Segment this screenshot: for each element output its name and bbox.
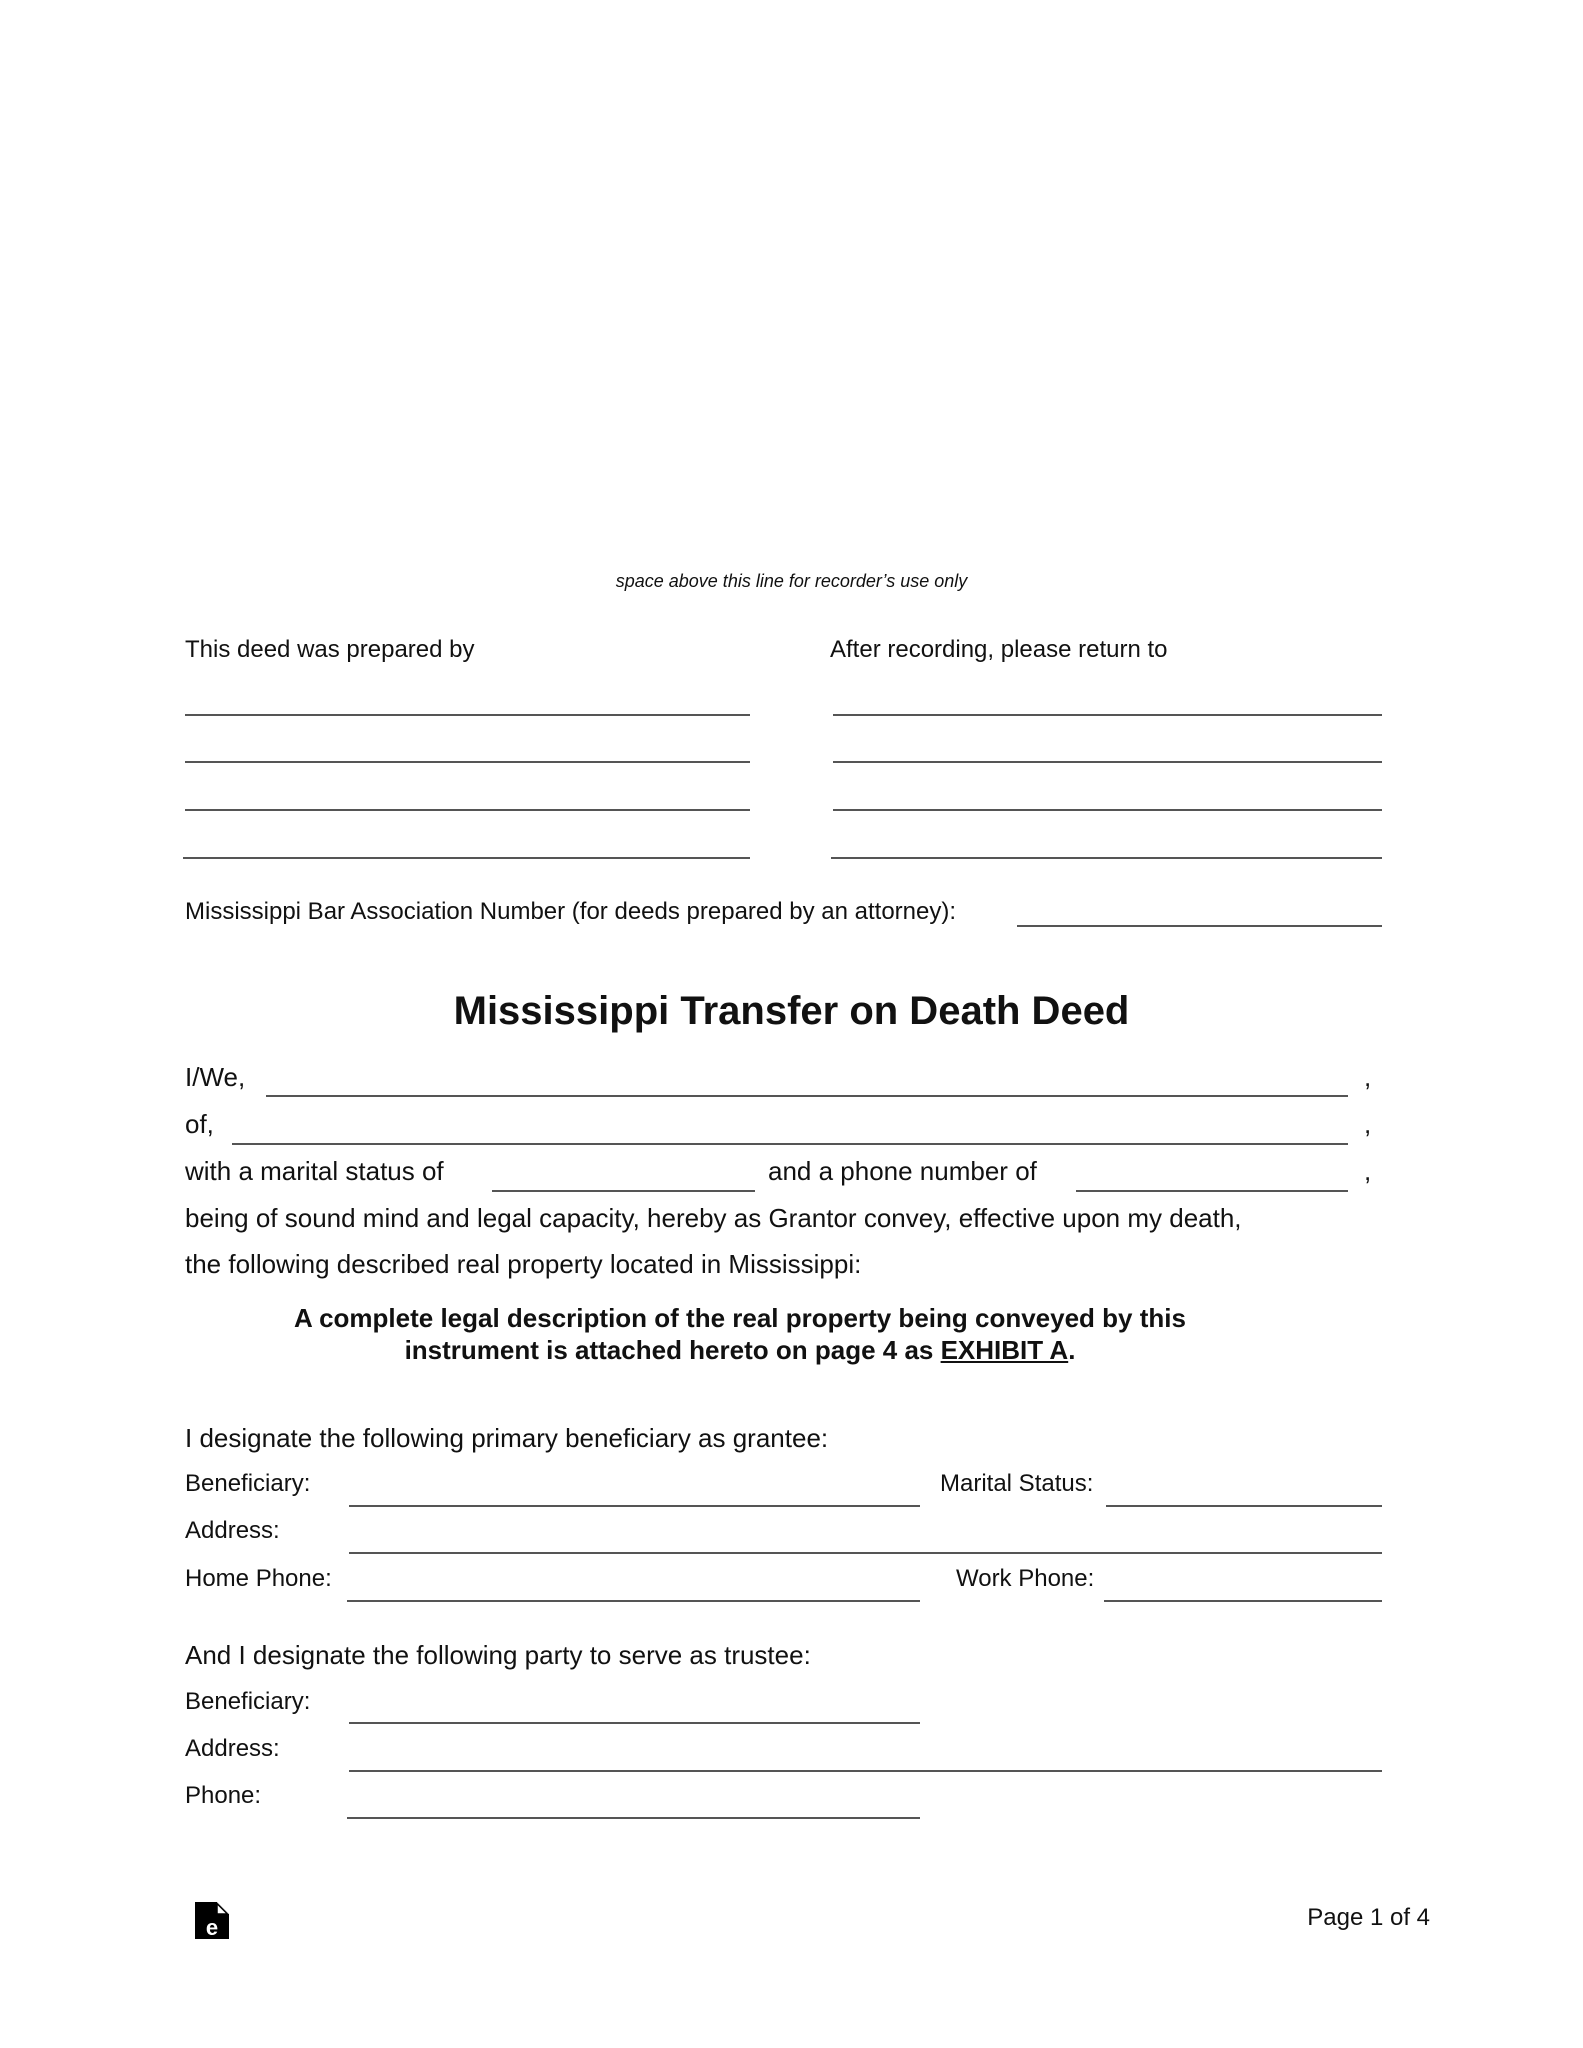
primary-beneficiary-work-phone-field[interactable] [1104,1600,1382,1602]
return-to-line-3[interactable] [833,809,1382,811]
marital-status-label: with a marital status of [185,1156,444,1186]
primary-beneficiary-home-phone-field[interactable] [347,1600,920,1602]
bar-number-label: Mississippi Bar Association Number (for deeds prepared by an attorney): [185,898,957,925]
prepared-by-line-4[interactable] [183,857,750,859]
eforms-logo-icon [195,1902,229,1939]
return-to-label: After recording, please return to [830,636,1168,663]
marital-status-label: Marital Status: [940,1470,1094,1497]
prepared-by-line-3[interactable] [185,809,750,811]
grantor-name-field[interactable] [266,1095,1348,1097]
work-phone-label: Work Phone: [956,1565,1095,1592]
grantor-sentence-1: being of sound mind and legal capacity, hereby as Grantor convey, effective upon my death, [185,1203,1242,1233]
prepared-by-label: This deed was prepared by [185,636,475,663]
primary-beneficiary-marital-field[interactable] [1106,1505,1382,1507]
trustee-address-field[interactable] [349,1770,1382,1772]
home-phone-label: Home Phone: [185,1565,332,1592]
grantor-marital-status-field[interactable] [492,1190,755,1192]
grantor-sentence-2: the following described real property located in Mississippi: [185,1249,862,1279]
prepared-by-line-2[interactable] [185,761,750,763]
return-to-line-2[interactable] [833,761,1382,763]
comma: , [1364,1156,1372,1186]
comma: , [1364,1062,1372,1092]
trustee-address-label: Address: [185,1735,280,1762]
bar-number-field[interactable] [1017,925,1382,927]
trustee-name-field[interactable] [349,1722,920,1724]
exhibit-note-prefix: instrument is attached hereto on page 4 as [404,1335,941,1365]
grantor-phone-field[interactable] [1076,1190,1348,1192]
comma: , [1364,1109,1372,1139]
address-label: Address: [185,1517,280,1544]
exhibit-note-suffix: . [1068,1335,1076,1365]
trustee-beneficiary-label: Beneficiary: [185,1688,311,1715]
beneficiary-label: Beneficiary: [185,1470,311,1497]
exhibit-note-line-2 [0,1334,1480,1366]
prepared-by-line-1[interactable] [185,714,750,716]
exhibit-note-line-1: A complete legal description of the real property being conveyed by this [294,1303,1186,1333]
primary-beneficiary-address-field[interactable] [349,1552,1382,1554]
of-label: of, [185,1109,214,1139]
svg-text:e: e [205,1915,219,1939]
phone-number-label: and a phone number of [768,1156,1037,1186]
grantor-address-field[interactable] [232,1143,1348,1145]
trustee-phone-field[interactable] [347,1817,920,1819]
document-title: Mississippi Transfer on Death Deed [453,989,1130,1033]
trustee-heading: And I designate the following party to serve as trustee: [185,1640,811,1670]
iwe-label: I/We, [185,1062,246,1092]
primary-beneficiary-name-field[interactable] [349,1505,920,1507]
return-to-line-4[interactable] [831,857,1382,859]
primary-beneficiary-heading: I designate the following primary beneficiary as grantee: [185,1423,829,1453]
trustee-phone-label: Phone: [185,1782,262,1809]
exhibit-a-link[interactable]: EXHIBIT A [940,1335,1069,1365]
page-number: Page 1 of 4 [1307,1904,1430,1931]
return-to-line-1[interactable] [833,714,1382,716]
recorder-note: space above this line for recorder’s use only [615,571,968,591]
